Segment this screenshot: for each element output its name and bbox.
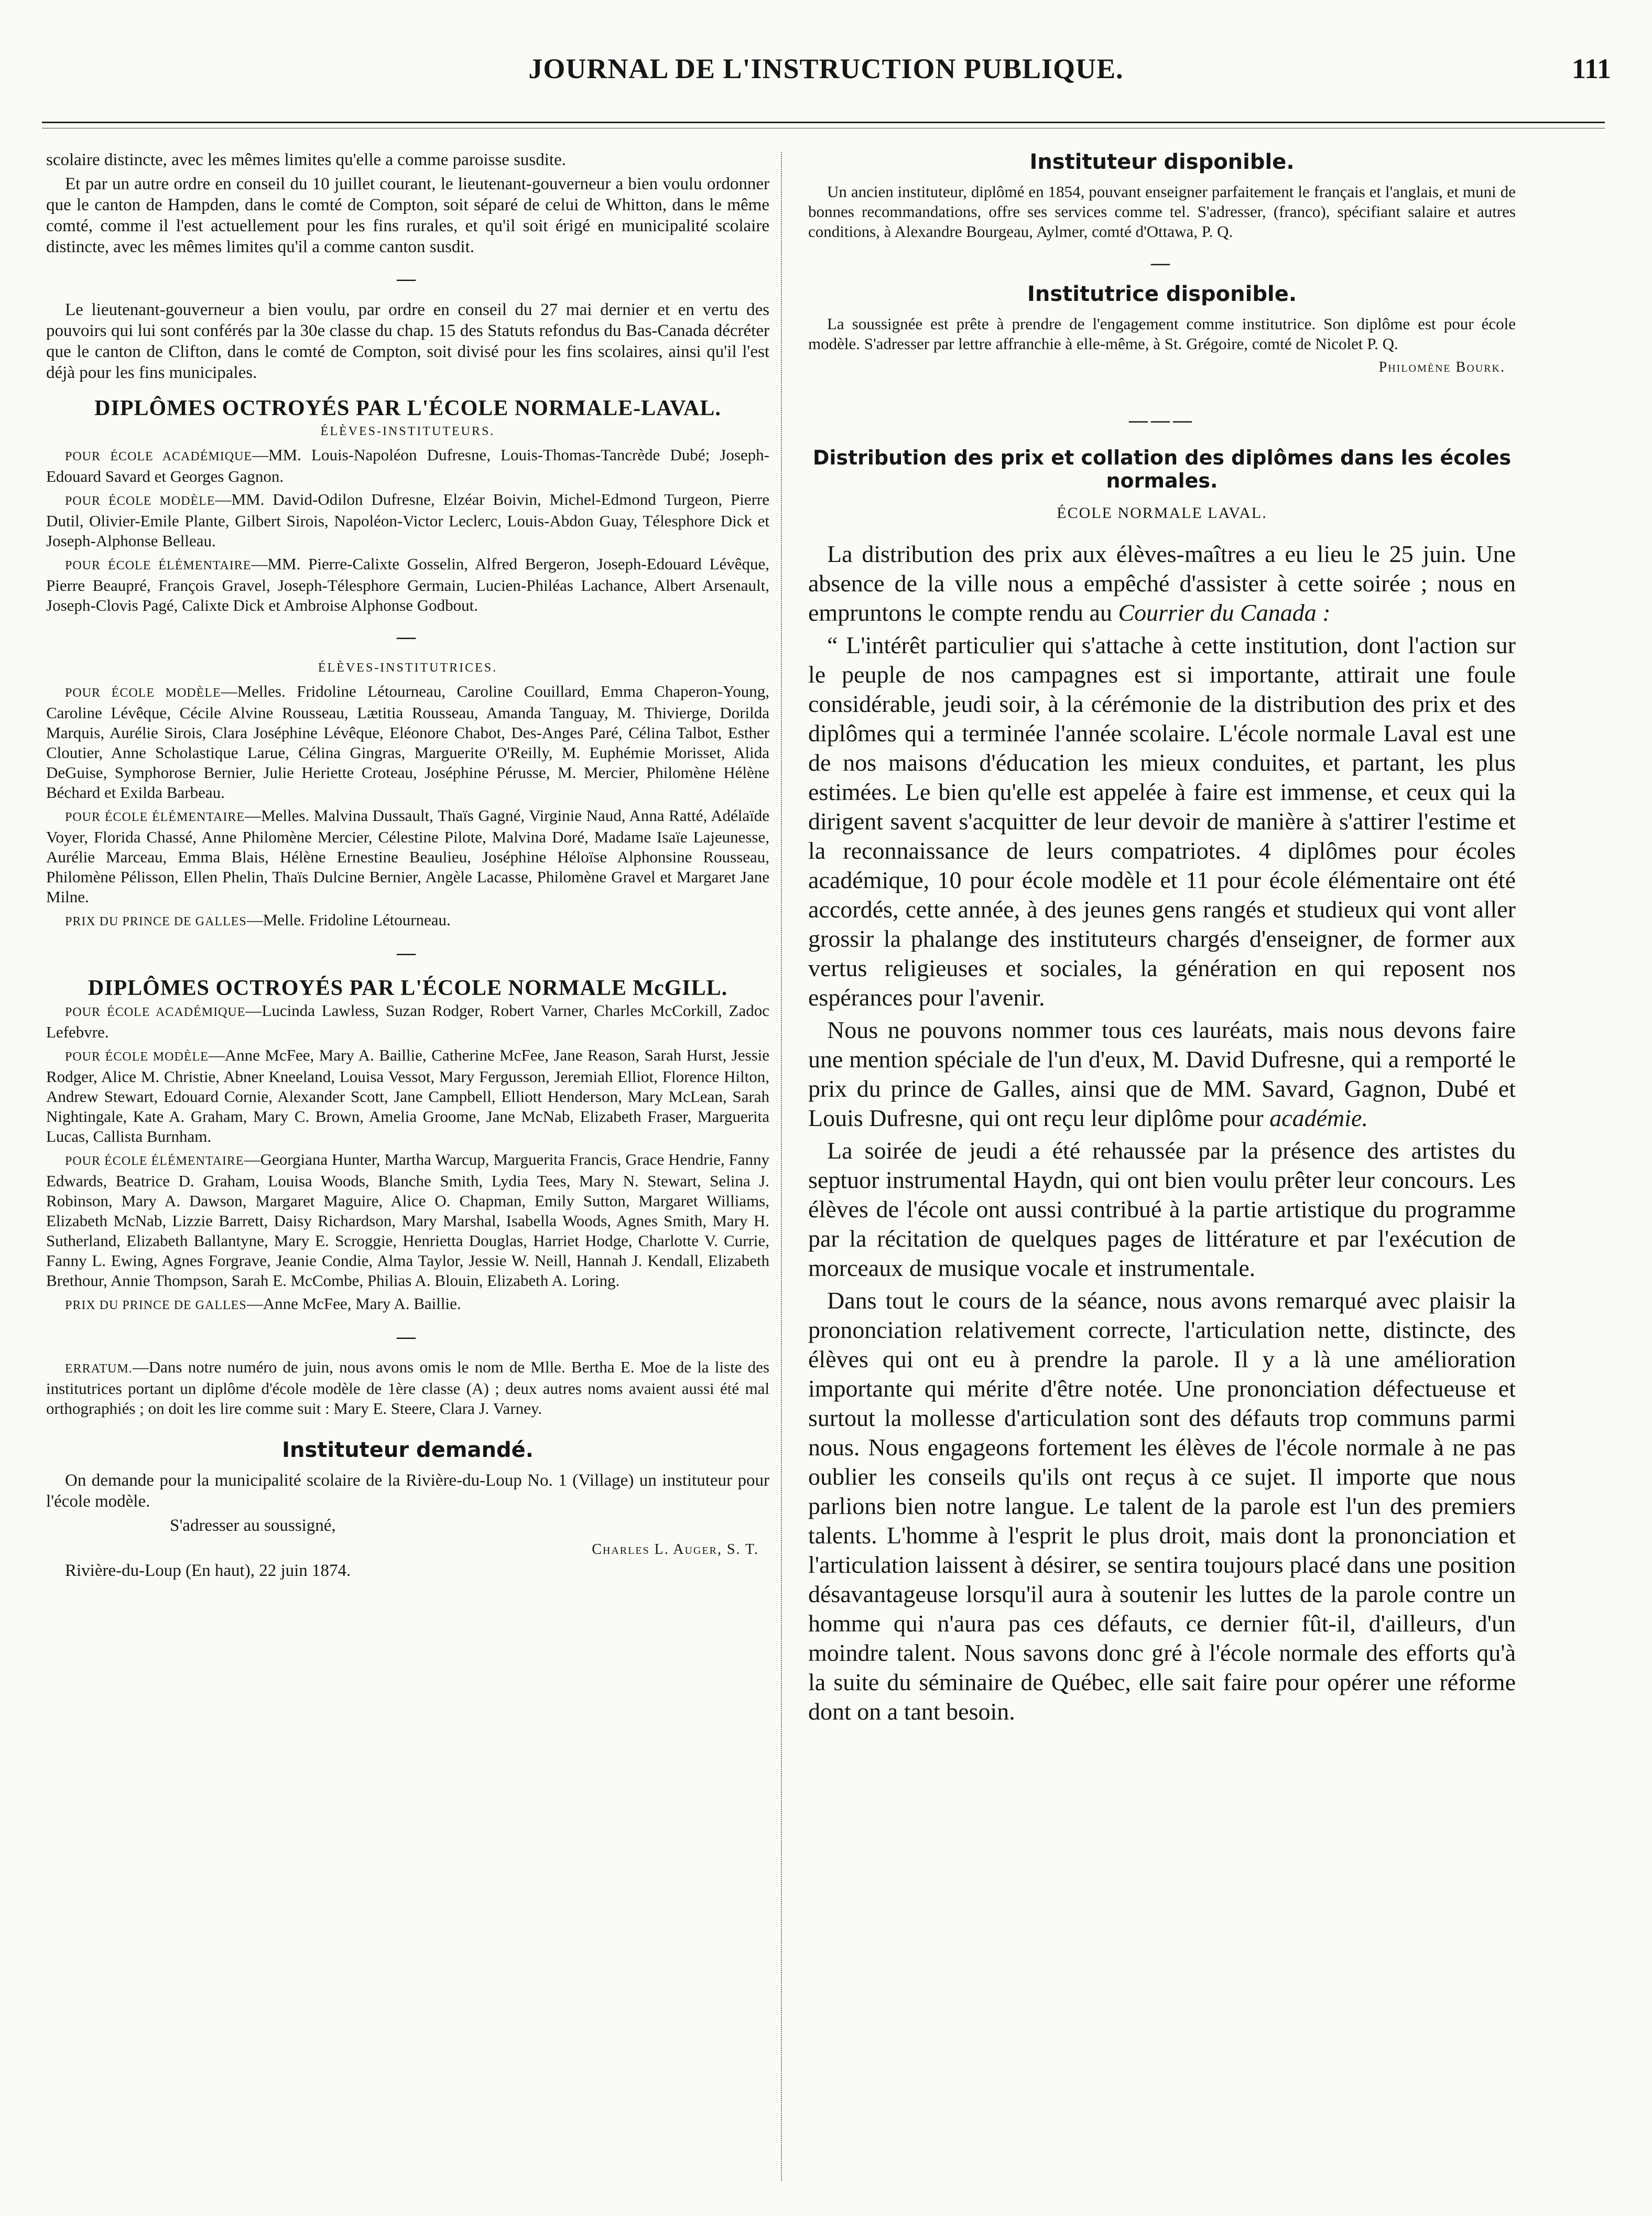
separator: — [397,626,419,647]
names-list: —MM. David-Odilon Dufresne, Elzéar Boivin, Michel-Edmond Turgeon, Pierre Dutil, Olivier-Emile Plante, Gilbert Sirois, Napoléon-Victor Leclerc, Louis-Abdon Guay, Télesphore Dick et Joseph-Alphonse Belleau. [46,490,769,550]
separator: ——— [1129,409,1195,430]
column-divider [781,152,782,2181]
category-label: POUR ÉCOLE ÉLÉMENTAIRE [65,810,245,824]
list-entry [46,1001,769,1042]
category-label: POUR ÉCOLE ACADÉMIQUE [65,450,253,463]
list-entry [46,1294,769,1315]
list-entry [46,445,769,487]
page-number: 111 [1571,53,1611,84]
category-label: POUR ÉCOLE ACADÉMIQUE [65,1006,246,1019]
list-entry [46,554,769,615]
list-entry [46,1150,769,1291]
paragraph: Le lieutenant-gouverneur a bien voulu, par ordre en conseil du 27 mai dernier et en vertu des pouvoirs qui lui sont conférés par la 30e classe du chap. 15 des Statuts refondus du Bas-Canada décréter que le canton de Clifton, dans le comté de Compton, soit divisé pour les fins scolaires, ainsi qu'il l'est déjà pour les fins municipales. [46,300,769,382]
article-text: Nous ne pouvons nommer tous ces lauréats, mais nous devons faire une mention spéciale de l'un d'eux, M. David Dufresne, qui a remporté le prix du prince de Galles, ainsi que de MM. Savard, Gagnon, Dubé et Louis Dufresne, qui ont reçu leur diplôme pour [808,1017,1516,1131]
ad-place-date: Rivière-du-Loup (En haut), 22 juin 1874. [65,1561,351,1580]
left-column [46,149,769,1584]
category-label: POUR ÉCOLE ÉLÉMENTAIRE [65,559,252,572]
names-list: —Melle. Fridoline Létourneau. [246,911,451,929]
article-text: La distribution des prix aux élèves-maîtres a eu lieu le 25 juin. Une absence de la ville nous a empêché d'assister à cette soirée ; nous en empruntons le compte rendu au [808,541,1516,626]
category-label: PRIX DU PRINCE DE GALLES [65,1299,247,1312]
ad-text: Un ancien instituteur, diplômé en 1854, pouvant enseigner parfaitement le français et l'anglais, et muni de bonnes recommandations, offre ses services comme tel. S'adresser, (franco), spécifiant salaire et autres conditions, à Alexandre Bourgeau, Aylmer, comté d'Ottawa, P. Q. [808,182,1516,241]
ad-contact: S'adresser au soussigné, [170,1516,336,1535]
category-label: POUR ÉCOLE MODÈLE [65,1050,209,1064]
names-list: —Melles. Fridoline Létourneau, Caroline Couillard, Emma Chaperon-Young, Caroline Lévêque, Cécile Alvine Rousseau, Lætitia Rousseau, Amanda Tanguay, M. Thivierge, Dorilda Marquis, Aurélie Sirois, Clara Joséphine Lévêque, Eléonore Chabot, Des-Anges Paré, Célina Talbot, Esther Cloutier, Anne Scholastique Larue, Célina Gingras, Marguerite O'Reilly, M. Euphémie Morisset, Alida DeGuise, Symphorose Bernier, Julie Heriette Croteau, Joséphine Pérusse, M. Mercier, Philomène Hélène Béchard et Exilda Barbeau. [46,682,770,802]
category-label: PRIX DU PRINCE DE GALLES [65,915,247,928]
article-paragraph [808,539,1516,628]
names-list: —Melles. Malvina Dussault, Thaïs Gagné, Virginie Naud, Anna Ratté, Adélaïde Voyer, Florida Chassé, Anne Philomène Mercier, Célestine Pilote, Malvina Doré, Madame Isaïe Lajeunesse, Aurélie Marceau, Emma Blais, Hélène Ernestine Beaulieu, Joséphine Héloïse Alphonsine Rousseau, Philomène Pélisson, Ellen Phelin, Thaïs Dulcine Bernier, Angèle Lacasse, Philomène Gravel et Margaret Jane Milne. [46,806,769,906]
list-entry [46,1045,769,1147]
ad-title: Instituteur demandé. [282,1438,534,1462]
names-list: —MM. Louis-Napoléon Dufresne, Louis-Thomas-Tancrède Dubé; Joseph-Edouard Savard et Georges Gagnon. [46,446,769,485]
ad-text: On demande pour la municipalité scolaire de la Rivière-du-Loup No. 1 (Village) un instituteur pour l'école modèle. [46,1471,769,1511]
distribution-subtitle: ÉCOLE NORMALE LAVAL. [1057,504,1267,522]
category-label: POUR ÉCOLE MODÈLE [65,494,215,508]
list-entry [46,682,769,803]
ad-signature: Charles L. Auger, S. T. [592,1541,759,1558]
mcgill-diplomas-title: DIPLÔMES OCTROYÉS PAR L'ÉCOLE NORMALE McGILL. [88,976,728,1000]
names-list: —MM. Pierre-Calixte Gosselin, Alfred Bergeron, Joseph-Edouard Lévêque, Pierre Beaupré, François Gravel, Joseph-Télesphore Germain, Lucien-Philéas Lachance, Albert Arsenault, Joseph-Clovis Pagé, Calixte Dick et Ambroise Alphonse Godbout. [46,555,769,614]
ad-title: Instituteur disponible. [1029,150,1295,174]
header-rule [42,122,1605,123]
newspaper-name: Courrier du Canada : [1118,599,1331,626]
erratum-label: ERRATUM. [65,1362,133,1376]
article-italic: académie. [1269,1105,1368,1131]
separator: — [1151,252,1173,273]
list-entry [46,806,769,907]
names-list: —Lucinda Lawless, Suzan Rodger, Robert Varner, Charles McCorkill, Zadoc Lefebvre. [46,1001,769,1041]
list-entry [46,490,769,551]
page-header [31,52,1621,100]
names-list: —Anne McFee, Mary A. Baillie, Catherine McFee, Jane Reason, Sarah Hurst, Jessie Rodger, Alice M. Christie, Abner Kneeland, Louisa Vessot, Mary Fergusson, Jeremiah Elliot, Florence Hilton, Andrew Stewart, Edouard Cornie, Alexander Scott, Jane Campbell, Elliott Henderson, Mary McLean, Sarah Nightingale, Kate A. Graham, Mary C. Brown, Amelia Groome, Jane McNab, Elizabeth Fraser, Marguerita Lucas, Callista Burnham. [46,1046,770,1145]
paragraph: Et par un autre ordre en conseil du 10 juillet courant, le lieutenant-gouverneur a bien voulu ordonner que le canton de Hampden, dans le comté de Compton, soit séparé de celui de Whitton, dans le même comté, comme il l'est actuellement pour les fins rurales, et qu'il soit érigé en municipalité scolaire distincte, avec les mêmes limites qu'il a comme canton susdit. [46,175,769,256]
ad-signature: Philomène Bourk. [1378,359,1505,375]
section-subtitle: ÉLÈVES-INSTITUTRICES. [318,661,498,675]
distribution-title: Distribution des prix et collation des diplômes dans les écoles normales. [812,446,1512,492]
separator: — [397,268,419,289]
ad-text: La soussignée est prête à prendre de l'engagement comme institutrice. Son diplôme est pour école modèle. S'adresser par lettre affranchie à elle-même, à St. Grégoire, comté de Nicolet P. Q. [808,315,1516,353]
names-list: —Anne McFee, Mary A. Baillie. [246,1294,461,1313]
section-subtitle: ÉLÈVES-INSTITUTEURS. [320,425,495,438]
separator: — [397,942,419,963]
erratum-note [46,1357,769,1419]
separator: — [397,1326,419,1347]
article-paragraph: La soirée de jeudi a été rehaussée par la présence des artistes du septuor instrumental Haydn, qui ont bien voulu prêter leur concours. Les élèves de l'école ont aussi contribué à la partie artistique du programme par la récitation de quelques pages de littérature et par l'exécution de morceaux de musique vocale et instrumentale. [808,1137,1516,1281]
erratum-text: —Dans notre numéro de juin, nous avons omis le nom de Mlle. Bertha E. Moe de la liste des institutrices portant un diplôme d'école modèle de 1ère classe (A) ; deux autres noms avaient aussi été mal orthographiés ; on doit les lire comme suit : Mary E. Steere, Clara J. Varney. [46,1358,769,1418]
laval-diplomas-title: DIPLÔMES OCTROYÉS PAR L'ÉCOLE NORMALE-LAVAL. [94,396,721,420]
paragraph: scolaire distincte, avec les mêmes limites qu'elle a comme paroisse susdite. [46,150,566,169]
category-label: POUR ÉCOLE ÉLÉMENTAIRE [65,1154,244,1168]
list-entry [46,910,769,932]
ad-title: Institutrice disponible. [1027,282,1297,306]
category-label: POUR ÉCOLE MODÈLE [65,686,221,700]
right-column [808,149,1516,1729]
article-paragraph: “ L'intérêt particulier qui s'attache à cette institution, dont l'action sur le peuple de nos campagnes est si importante, attirait une foule considérable, jeudi soir, à la cérémonie de la distribution des prix et des diplômes qui a terminée l'année scolaire. L'école normale Laval est une de nos maisons d'éducation les mieux conduites, et partant, les plus estimées. Le bien qu'elle est appelée à faire est immense, et ceux qui la dirigent savent s'acquitter de leur devoir de manière à s'attirer l'estime et la reconnaissance de leurs compatriotes. 4 diplômes pour écoles académique, 10 pour école modèle et 11 pour école élémentaire ont été accordés, cette année, à des jeunes gens rangés et studieux qui vont aller grossir la phalange des instituteurs chargés d'enseigner, de former aux vertus religieuses et sociales, la génération en qui reposent nos espérances pour l'avenir. [808,632,1516,1011]
names-list: —Georgiana Hunter, Martha Warcup, Marguerita Francis, Grace Hendrie, Fanny Edwards, Beatrice D. Graham, Louisa Woods, Blanche Smith, Lydia Tees, Mary N. Stewart, Selina J. Robinson, Mary A. Dawson, Margaret Maguire, Alice O. Chapman, Emily Sutton, Margaret Williams, Elizabeth McNab, Lizzie Barrett, Daisy Richardson, Mary Marshal, Isabella Woods, Agnes Smith, Mary H. Sutherland, Elizabeth Ballantyne, Mary E. Scroggie, Henrietta Douglas, Harriet Hodge, Charlotte V. Currie, Fanny L. Ewing, Agnes Forgrave, Jeanie Condie, Alma Taylor, Jessie W. Neill, Hannah J. Kendall, Elizabeth Brethour, Annie Thompson, Sarah E. McCombe, Philias A. Blouin, Elizabeth A. Loring. [46,1150,770,1290]
journal-title: JOURNAL DE L'INSTRUCTION PUBLIQUE. [528,53,1124,84]
article-paragraph: Dans tout le cours de la séance, nous avons remarqué avec plaisir la prononciation relativement correcte, l'articulation nette, distincte, des élèves qui ont eu à prendre la parole. Il y a là une amélioration importante qui mérite d'être notée. Une prononciation défectueuse et surtout la mollesse d'articulation sont des défauts trop communs parmi nous. Nous engageons fortement les élèves de l'école normale à ne pas oublier les conseils qu'ils ont reçus à ce sujet. Il importe que nous parlions bien notre langue. Le talent de la parole est l'un des premiers talents. L'homme à l'esprit le plus droit, mais dont la prononciation et l'articulation laissent à désirer, se sentira toujours placé dans une position désavantageuse lorsqu'il aura à soutenir les luttes de la parole contre un homme qui n'aura pas ces défauts, ce dernier fût-il, d'ailleurs, d'un moindre talent. Nous savons donc gré à l'école normale des efforts qu'à la suite du séminaire de Québec, elle sait faire pour opérer une réforme dont on a tant besoin. [808,1287,1516,1725]
article-paragraph [808,1015,1516,1133]
